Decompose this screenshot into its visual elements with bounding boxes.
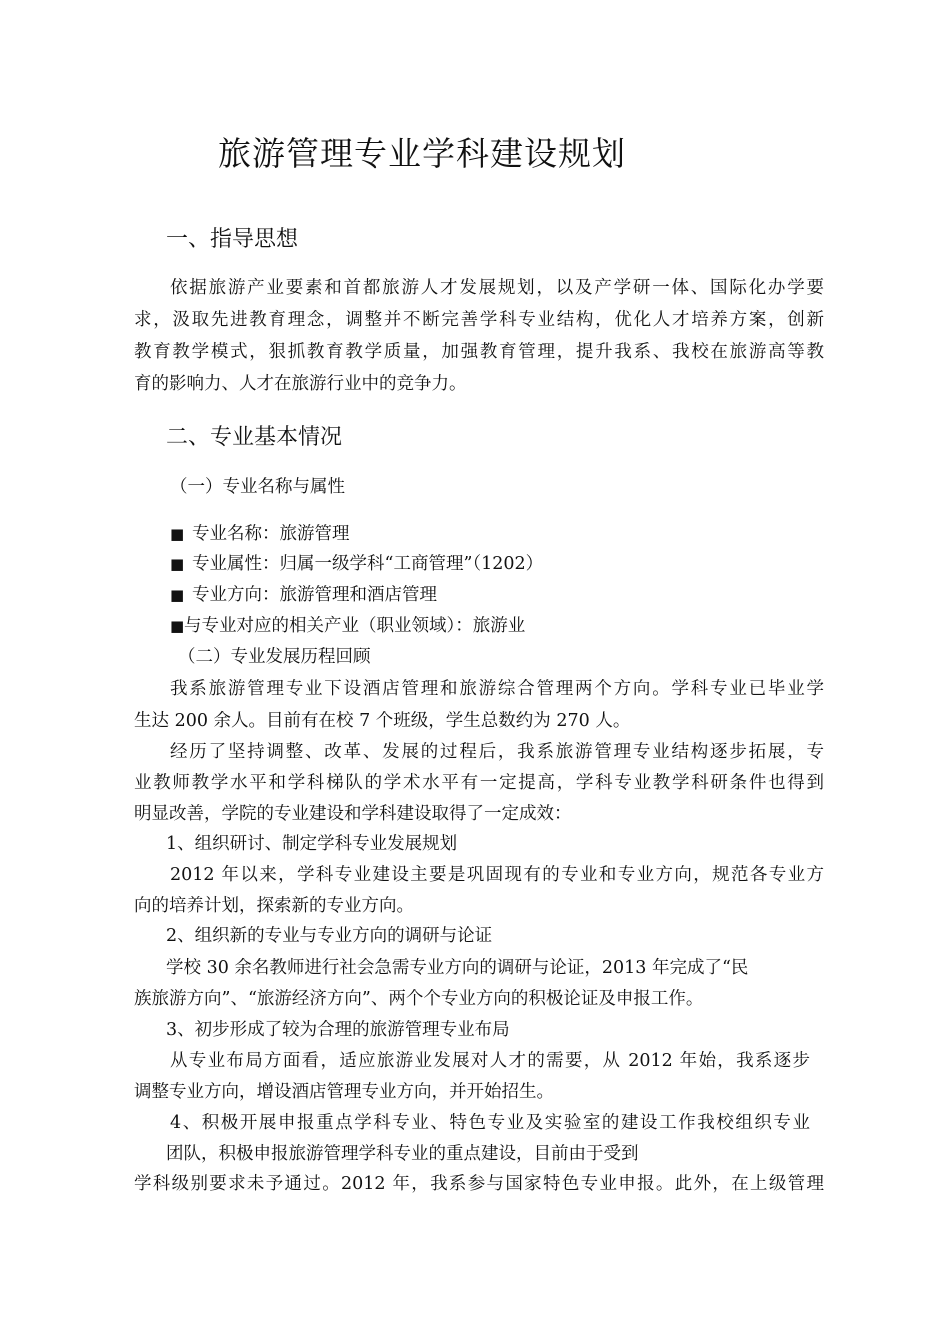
bullet-text: 专业名称：旅游管理 <box>192 524 350 544</box>
section-heading-guiding-ideology: 一、指导思想 <box>166 227 299 252</box>
paragraph-line: 经历了坚持调整、改革、发展的过程后，我系旅游管理专业结构逐步拓展，专 <box>170 742 824 762</box>
bullet-item <box>170 612 525 637</box>
paragraph-line: 依据旅游产业要素和首都旅游人才发展规划，以及产学研一体、国际化办学要 <box>170 278 824 298</box>
subsection-title-history: （二）专业发展历程回顾 <box>178 647 371 667</box>
bullet-text: 专业方向：旅游管理和酒店管理 <box>192 585 437 605</box>
paragraph-line: 生达 200 余人。目前有在校 7 个班级，学生总数约为 270 人。 <box>134 711 631 731</box>
paragraph-line: 调整专业方向，增设酒店管理专业方向，并开始招生。 <box>134 1082 554 1102</box>
paragraph-line: 向的培养计划，探索新的专业方向。 <box>134 896 414 916</box>
paragraph-line: 求，汲取先进教育理念，调整并不断完善学科专业结构，优化人才培养方案，创新 <box>134 310 824 330</box>
bullet-square-icon: ■ <box>170 525 185 543</box>
subsection-title-name-attribute: （一）专业名称与属性 <box>170 477 345 497</box>
bullet-text: 与专业对应的相关产业（职业领域）：旅游业 <box>184 616 526 636</box>
paragraph-line: 我系旅游管理专业下设酒店管理和旅游综合管理两个方向。学科专业已毕业学 <box>170 679 824 699</box>
item-title: 1、组织研讨、制定学科专业发展规划 <box>166 834 458 854</box>
paragraph-line: 从专业布局方面看，适应旅游业发展对人才的需要，从 2012 年始，我系逐步 <box>170 1051 810 1071</box>
paragraph-line: 教育教学模式，狠抓教育教学质量，加强教育管理，提升我系、我校在旅游高等教 <box>134 342 824 362</box>
section-heading-basic-info: 二、专业基本情况 <box>166 425 343 450</box>
paragraph-line: 族旅游方向”、“旅游经济方向”、两个个专业方向的积极论证及申报工作。 <box>134 989 704 1009</box>
item-title: 2、组织新的专业与专业方向的调研与论证 <box>166 926 493 946</box>
paragraph-line: 明显改善，学院的专业建设和学科建设取得了一定成效： <box>134 804 572 824</box>
paragraph-line: 业教师教学水平和学科梯队的学术水平有一定提高，学科专业教学科研条件也得到 <box>134 773 824 793</box>
document-title: 旅游管理专业学科建设规划 <box>218 134 626 173</box>
paragraph-line: 学校 30 余名教师进行社会急需专业方向的调研与论证，2013 年完成了“民 <box>166 958 749 978</box>
bullet-text: 专业属性：归属一级学科“工商管理”（1202） <box>192 554 544 574</box>
bullet-item <box>170 581 437 606</box>
bullet-item <box>170 520 350 545</box>
bullet-square-icon: ■ <box>170 555 185 573</box>
paragraph-line: 2012 年以来，学科专业建设主要是巩固现有的专业和专业方向，规范各专业方 <box>170 865 824 885</box>
bullet-square-icon: ■ <box>170 586 185 604</box>
paragraph-line: 育的影响力、人才在旅游行业中的竞争力。 <box>134 374 467 394</box>
item-title: 3、初步形成了较为合理的旅游管理专业布局 <box>166 1020 510 1040</box>
bullet-square-icon: ■ <box>170 617 185 635</box>
bullet-item <box>170 550 543 575</box>
paragraph-line: 学科级别要求未予通过。2012 年，我系参与国家特色专业申报。此外，在上级管理 <box>134 1174 824 1194</box>
paragraph-line: 团队，积极申报旅游管理学科专业的重点建设，目前由于受到 <box>166 1144 639 1164</box>
paragraph-line: 4、积极开展申报重点学科专业、特色专业及实验室的建设工作我校组织专业 <box>170 1113 810 1133</box>
